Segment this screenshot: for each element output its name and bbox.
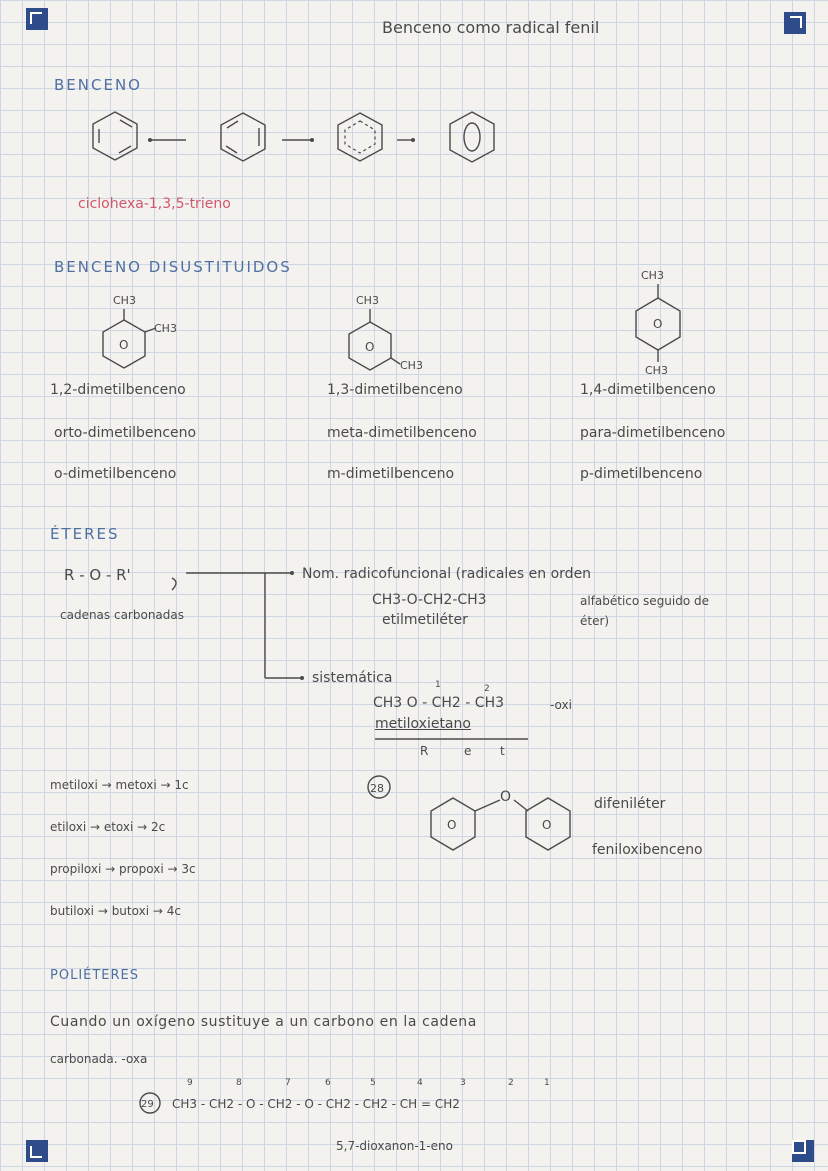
meta-ring-circle: O [365, 340, 375, 354]
alkoxy-list-item-3: propiloxi → propoxi → 3c [50, 862, 196, 876]
para-substituent-1: CH3 [641, 269, 664, 282]
polieteres-definition-line-2: carbonada. -oxa [50, 1052, 148, 1066]
meta-substituent-2: CH3 [400, 359, 423, 372]
para-name-3: p-dimetilbenceno [580, 466, 703, 482]
carbon-number-3: 3 [460, 1078, 466, 1088]
ortho-name-3: o-dimetilbenceno [54, 466, 177, 482]
ortho-name-2: orto-dimetilbenceno [54, 425, 197, 441]
sistematica-formula: CH3 O - CH2 - CH3 [373, 695, 505, 711]
radicofuncional-note-2: éter) [580, 614, 610, 628]
section-heading-eteres: ÉTERES [50, 525, 120, 543]
ether-general-formula: R - O - R' [64, 566, 131, 584]
section-heading-disustituidos: BENCENO DISUSTITUIDOS [54, 258, 292, 276]
carbon-number-5: 5 [370, 1078, 376, 1088]
diphenyl-ether-name-1: difeniléter [594, 796, 666, 812]
sistematica-label-r: R [420, 744, 429, 758]
example-number-29: 29 [141, 1099, 154, 1110]
radicofuncional-note-1: alfabético seguido de [580, 594, 710, 608]
sistematica-label-t: t [500, 744, 505, 758]
para-name-2: para-dimetilbenceno [580, 425, 726, 441]
polyether-name: 5,7-dioxanon-1-eno [336, 1139, 453, 1153]
polieteres-definition-line-1: Cuando un oxígeno sustituye a un carbono en la cadena [50, 1014, 477, 1030]
radicofuncional-title: Nom. radicofuncional (radicales en orden [302, 566, 592, 582]
carbon-number-1: 1 [544, 1078, 550, 1088]
ether-oxygen: O [500, 789, 512, 805]
carbon-number-9: 9 [187, 1078, 193, 1088]
sistematica-carbon-number-1: 1 [435, 680, 441, 690]
section-heading-polieteres: POLIÉTERES [50, 968, 140, 983]
para-substituent-2: CH3 [645, 364, 668, 377]
meta-name-2: meta-dimetilbenceno [327, 425, 477, 441]
para-ring-circle: O [653, 317, 663, 331]
carbon-number-2: 2 [508, 1078, 514, 1088]
radicofuncional-formula: CH3-O-CH2-CH3 [372, 592, 487, 608]
diphenyl-ether-name-2: feniloxibenceno [592, 842, 703, 858]
example-number-28: 28 [370, 782, 384, 795]
ortho-substituent-2: CH3 [154, 322, 177, 335]
sistematica-suffix: -oxi [550, 698, 572, 712]
carbon-number-6: 6 [325, 1078, 331, 1088]
carbon-number-4: 4 [417, 1078, 423, 1088]
ortho-name-1: 1,2-dimetilbenceno [50, 382, 186, 398]
meta-name-1: 1,3-dimetilbenceno [327, 382, 463, 398]
carbon-number-8: 8 [236, 1078, 242, 1088]
sistematica-label-e: e [464, 744, 472, 758]
sistematica-title: sistemática [312, 670, 393, 686]
radicofuncional-example-name: etilmetiléter [382, 612, 468, 628]
sistematica-example-name: metiloxietano [375, 716, 471, 732]
polyether-formula: CH3 - CH2 - O - CH2 - O - CH2 - CH2 - CH = CH2 [172, 1097, 460, 1111]
sistematica-carbon-number-2: 2 [484, 684, 490, 694]
phenyl-ring-right-circle: O [542, 818, 552, 832]
alkoxy-list-item-2: etiloxi → etoxi → 2c [50, 820, 166, 834]
carbon-number-7: 7 [285, 1078, 291, 1088]
phenyl-ring-left-circle: O [447, 818, 457, 832]
ether-chains-note: cadenas carbonadas [60, 608, 185, 622]
ortho-ring-circle: O [119, 338, 129, 352]
page-title: Benceno como radical fenil [382, 18, 600, 37]
meta-name-3: m-dimetilbenceno [327, 466, 455, 482]
section-heading-benceno: BENCENO [54, 76, 142, 94]
meta-substituent-1: CH3 [356, 294, 379, 307]
alkoxy-list-item-1: metiloxi → metoxi → 1c [50, 778, 189, 792]
ortho-substituent-1: CH3 [113, 294, 136, 307]
para-name-1: 1,4-dimetilbenceno [580, 382, 716, 398]
benzene-iupac-name: ciclohexa-1,3,5-trieno [78, 196, 231, 212]
alkoxy-list-item-4: butiloxi → butoxi → 4c [50, 904, 181, 918]
